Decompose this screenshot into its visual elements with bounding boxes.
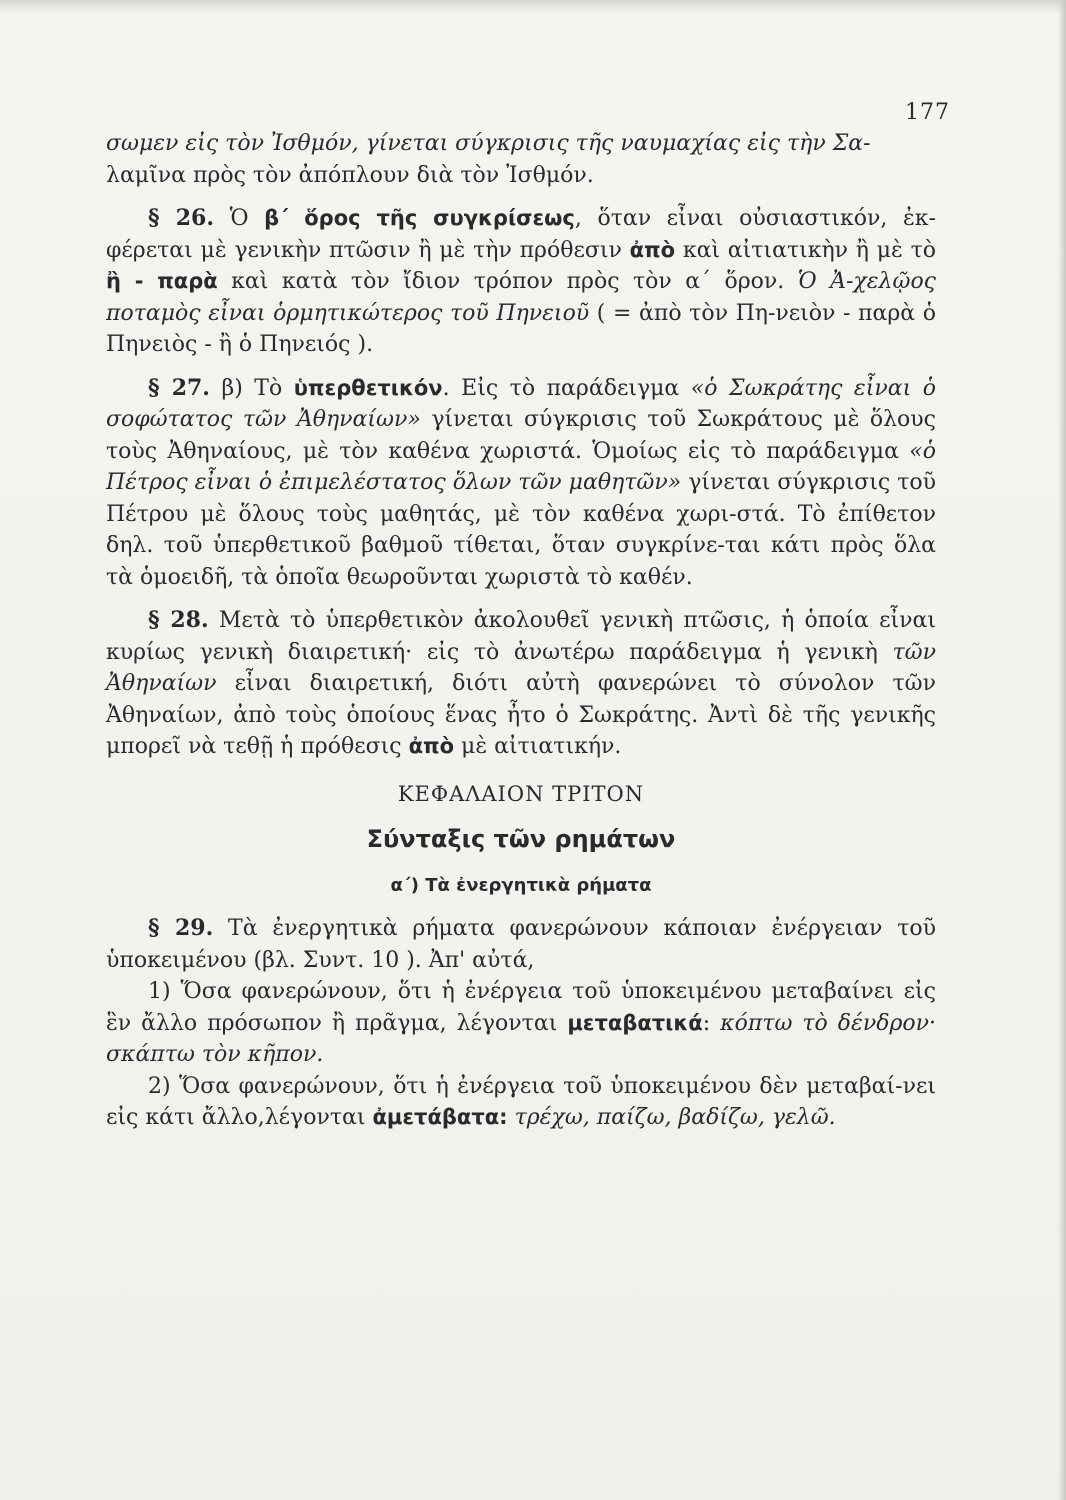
- text-run: β) Τὸ: [209, 375, 294, 401]
- text-run: εἶναι διαιρετική, διότι αὐτὴ φανερώνει τὸ σύνολον τῶν Ἀθηναίων, ἀπὸ τοὺς ὁποίους ἕνας ἦτο ὁ Σωκράτης. Ἀντὶ δὲ τῆς γενικῆς μπορεῖ νὰ τεθῇ ἡ πρόθεσις: [106, 671, 936, 759]
- italic-example: τρέχω, παίζω, βαδίζω, γελῶ.: [514, 1105, 836, 1130]
- text-run: καὶ κατὰ τὸν ἴδιον τρόπον πρὸς τὸν α΄ ὅρον.: [217, 269, 798, 294]
- bold-term: ἀπὸ: [629, 237, 676, 262]
- paragraph-29: [106, 913, 936, 976]
- paragraph-28: [106, 605, 936, 763]
- text-run: γίνεται σύγκρισις τοῦ Σωκράτους μὲ ὅλους τοὺς Ἀθηναίους, μὲ τὸν καθένα χωριστά. Ὁμοίως εἰς τὸ παράδειγμα: [106, 407, 936, 464]
- text-run: , ὅταν εἶναι οὐσιαστικόν, ἐκ-φέρεται μὲ γενικὴν πτῶσιν ἢ μὲ τὴν πρόθεσιν: [106, 206, 936, 263]
- page-right-shadow: [1058, 0, 1066, 1500]
- text-run: μὲ αἰτιατικήν.: [454, 734, 622, 759]
- page-body: [106, 128, 936, 1134]
- text-line: λαμῖνα πρὸς τὸν ἀπόπλουν διὰ τὸν Ἰσθμόν.: [106, 162, 594, 188]
- text-run: [508, 1105, 515, 1130]
- page-top-shadow: [0, 0, 1066, 14]
- italic-text: σωμεν εἰς τὸν Ἰσθμόν, γίνεται σύγκρισις τῆς ναυμαχίας εἰς τὴν Σα-: [106, 131, 871, 156]
- italic-example: Ὁ Ἀ-χελῷος ποταμὸς εἶναι ὁρμητικώτερος τοῦ Πηνειοῦ: [106, 269, 937, 326]
- text-run: ( = ἀπὸ τὸν Πη-νειὸν - παρὰ ὁ Πηνειὸς - ἢ ὁ Πηνειός ).: [106, 300, 936, 357]
- text-run: Μετὰ τὸ ὑπερθετικὸν ἀκολουθεῖ γενικὴ πτῶσις, ἡ ὁποία εἶναι κυρίως γενικὴ διαιρετική· εἰς τὸ ἀνωτέρω παράδειγμα ἡ γενικὴ: [106, 608, 936, 665]
- paragraph-number: § 29.: [148, 915, 214, 941]
- subsection-title: α΄) Τὰ ἐνεργητικὰ ρήματα: [390, 874, 652, 896]
- page-number: 177: [905, 100, 950, 125]
- bold-term: ὑπερθετικόν: [293, 375, 443, 400]
- bold-term: β΄ ὅρος τῆς συγκρίσεως: [264, 206, 575, 230]
- paragraph-number: § 26.: [148, 205, 215, 231]
- paragraph-continued: [106, 128, 936, 191]
- section-title: Σύνταξις τῶν ρημάτων: [366, 825, 676, 853]
- text-run: 1) Ὅσα φανερώνουν, ὅτι ἡ ἐνέργεια τοῦ ὑποκειμένου μεταβαίνει εἰς ἓν ἄλλο πρόσωπον ἢ πρᾶγμα, λέγονται: [106, 979, 936, 1036]
- paragraph-number: § 28.: [148, 607, 209, 633]
- italic-example: τῶν Ἀθηναίων: [106, 639, 936, 696]
- text-run: Ὁ: [214, 206, 265, 231]
- text-run: γίνεται σύγκρισις τοῦ Πέτρου μὲ ὅλους τοὺς μαθητάς, μὲ τὸν καθένα χωρι-στά. Τὸ ἐπίθετον δηλ. τοῦ ὑπερθετικοῦ βαθμοῦ τίθεται, ὅταν συγκρίνε-ται κάτι πρὸς ὅλα τὰ ὁμοειδῆ, τὰ ὁποῖα θεωροῦνται χωριστὰ τὸ καθέν.: [106, 470, 936, 590]
- text-run: . Εἰς τὸ παράδειγμα: [442, 375, 691, 401]
- text-run: :: [702, 1010, 721, 1036]
- italic-example: «ὁ Πέτρος εἶναι ὁ ἐπιμελέστατος ὅλων τῶν μαθητῶν»: [106, 438, 936, 495]
- italic-example: κόπτω τὸ δένδρον· σκάπτω τὸν κῆπον.: [106, 1010, 937, 1067]
- paragraph-26: [106, 203, 936, 361]
- text-run: 2) Ὅσα φανερώνουν, ὅτι ἡ ἐνέργεια τοῦ ὑποκειμένου δὲν μεταβαί-νει εἰς κάτι ἄλλο,λέγονται: [106, 1073, 936, 1130]
- bold-term: ἢ - παρὰ: [106, 269, 218, 293]
- bold-term: μεταβατικά: [567, 1010, 703, 1035]
- list-item-1: [106, 976, 936, 1071]
- paragraph-27: [106, 373, 936, 594]
- bold-term: ἀμετάβατα:: [372, 1105, 508, 1129]
- bold-term: ἀπὸ: [408, 734, 455, 758]
- chapter-heading: ΚΕΦΑΛΑΙΟΝ ΤΡΙΤΟΝ: [397, 781, 645, 806]
- text-run: Τὰ ἐνεργητικὰ ρήματα φανερώνουν κάποιαν ἐνέργειαν τοῦ ὑποκειμένου (βλ. Συντ. 10 ). Ἀπ' αὐτά,: [106, 916, 936, 973]
- text-run: καὶ αἰτιατικὴν ἢ μὲ τὸ: [675, 237, 936, 263]
- paragraph-number: § 27.: [148, 374, 210, 401]
- list-item-2: [106, 1071, 936, 1134]
- italic-example: «ὁ Σωκράτης εἶναι ὁ σοφώτατος τῶν Ἀθηναίων»: [106, 375, 936, 432]
